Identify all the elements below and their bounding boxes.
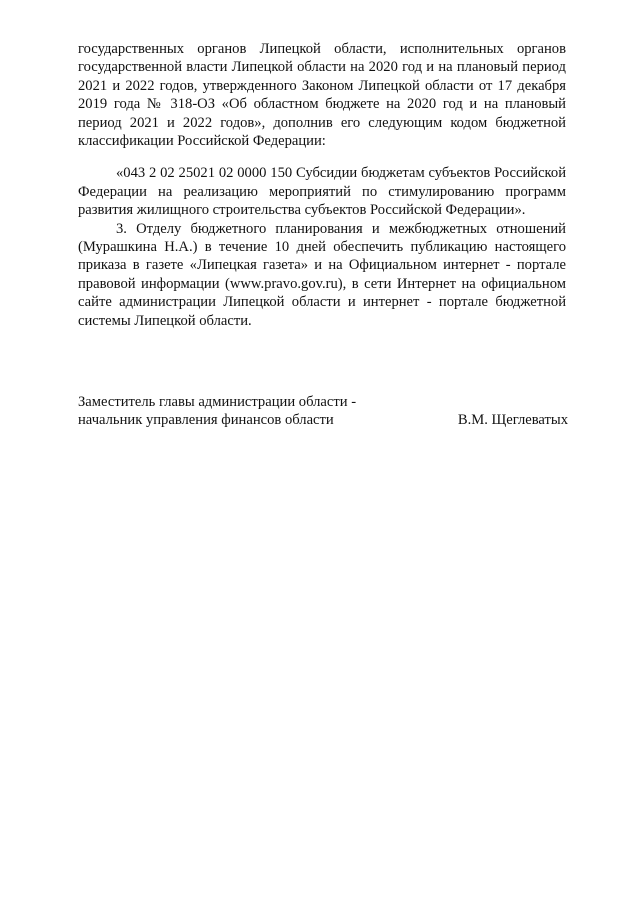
- signature-position-line2: начальник управления финансов области: [78, 412, 334, 429]
- signature-block: [78, 393, 568, 430]
- signature-name: В.М. Щеглеватых: [457, 412, 568, 429]
- paragraph-publication-order: 3. Отделу бюджетного планирования и межбюджетных отношений (Мурашкина Н.А.) в течение 10 дней обеспечить публикацию настоящего приказа в газете «Липецкая газета» и на Официальном интернет - портале правовой информации (www.pravo.gov.ru), в сети Интернет на официальном сайте администрации Липецкой области и интернет - портале бюджетной системы Липецкой области.: [78, 220, 566, 329]
- signature-line-1: [78, 393, 568, 411]
- paragraph-budget-classification: государственных органов Липецкой области, исполнительных органов государственной власти Липецкой области на 2020 год и на плановый период 2021 и 2022 годов, утвержденного Законом Липецкой области от 17 декабря 2019 года № 318-ОЗ «Об областном бюджете на 2020 год и на плановый период 2021 и 2022 годов», дополнив его следующим кодом бюджетной классификации Российской Федерации:: [78, 41, 566, 150]
- document-body: [78, 40, 566, 330]
- signature-position-line1: Заместитель главы администрации области -: [78, 394, 357, 410]
- paragraph-subsidy-code: «043 2 02 25021 02 0000 150 Субсидии бюджетам субъектов Российской Федерации на реализацию мероприятий по стимулированию программ развития жилищного строительства субъектов Российской Федерации».: [78, 165, 566, 219]
- signature-line-2: [78, 411, 568, 429]
